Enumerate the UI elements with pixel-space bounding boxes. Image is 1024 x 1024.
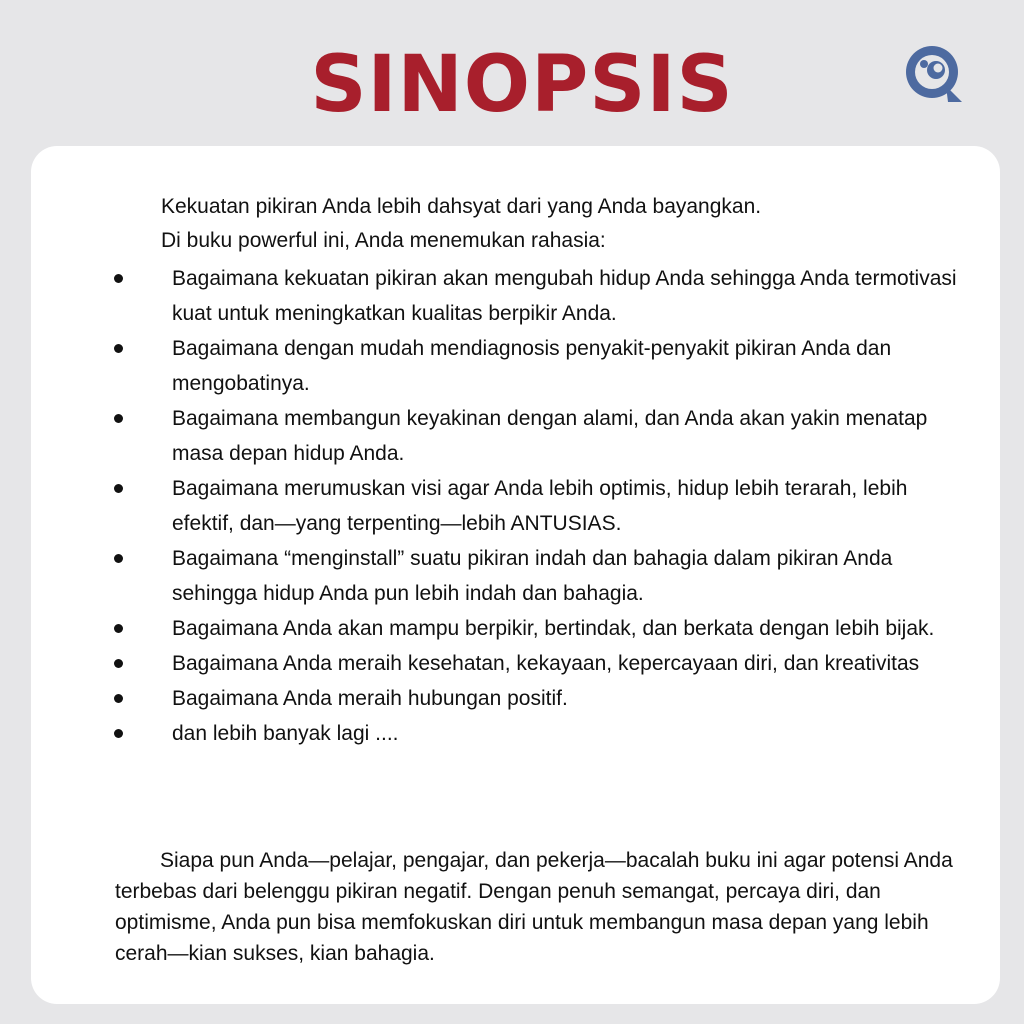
bullet-icon [114, 659, 123, 668]
page-title: SINOPSIS [310, 40, 734, 130]
list-item [110, 331, 970, 401]
bullet-icon [114, 414, 123, 423]
bullet-icon [114, 624, 123, 633]
q-circle-logo-icon [902, 42, 966, 106]
list-item-text: Bagaimana membangun keyakinan dengan alami, dan Anda akan yakin menatap masa depan hidup Anda. [172, 407, 928, 465]
list-item-text: Bagaimana Anda meraih kesehatan, kekayaan, kepercayaan diri, dan kreativitas [172, 652, 920, 675]
list-item-text: Bagaimana “menginstall” suatu pikiran indah dan bahagia dalam pikiran Anda sehingga hidup Anda pun lebih indah dan bahagia. [172, 547, 893, 605]
bullet-icon [114, 554, 123, 563]
bullet-icon [114, 484, 123, 493]
list-item-text: dan lebih banyak lagi .... [172, 722, 399, 745]
list-item [110, 541, 970, 611]
bullet-icon [114, 274, 123, 283]
list-item-text: Bagaimana kekuatan pikiran akan mengubah hidup Anda sehingga Anda termotivasi kuat untuk meningkatkan kualitas berpikir Anda. [172, 267, 957, 325]
list-item [110, 401, 970, 471]
intro-text [161, 190, 961, 258]
list-item [110, 646, 970, 681]
list-item-text: Bagaimana Anda akan mampu berpikir, bertindak, dan berkata dengan lebih bijak. [172, 617, 935, 640]
intro-line: Di buku powerful ini, Anda menemukan rahasia: [161, 229, 606, 252]
intro-line: Kekuatan pikiran Anda lebih dahsyat dari yang Anda bayangkan. [161, 195, 762, 218]
bullet-list [110, 261, 970, 751]
list-item [110, 681, 970, 716]
bullet-icon [114, 694, 123, 703]
list-item [110, 471, 970, 541]
list-item-text: Bagaimana dengan mudah mendiagnosis penyakit-penyakit pikiran Anda dan mengobatinya. [172, 337, 892, 395]
list-item [110, 716, 970, 751]
list-item-text: Bagaimana Anda meraih hubungan positif. [172, 687, 568, 710]
list-item [110, 261, 970, 331]
closing-paragraph: Siapa pun Anda—pelajar, pengajar, dan pekerja—bacalah buku ini agar potensi Anda terbebas dari belenggu pikiran negatif. Dengan penuh semangat, percaya diri, dan optimisme, Anda pun bisa memfokuskan diri untuk membangun masa depan yang lebih cerah—kian sukses, kian bahagia. [115, 849, 953, 965]
bullet-icon [114, 344, 123, 353]
list-item-text: Bagaimana merumuskan visi agar Anda lebih optimis, hidup lebih terarah, lebih efektif, dan—yang terpenting—lebih ANTUSIAS. [172, 477, 908, 535]
list-item [110, 611, 970, 646]
bullet-icon [114, 729, 123, 738]
